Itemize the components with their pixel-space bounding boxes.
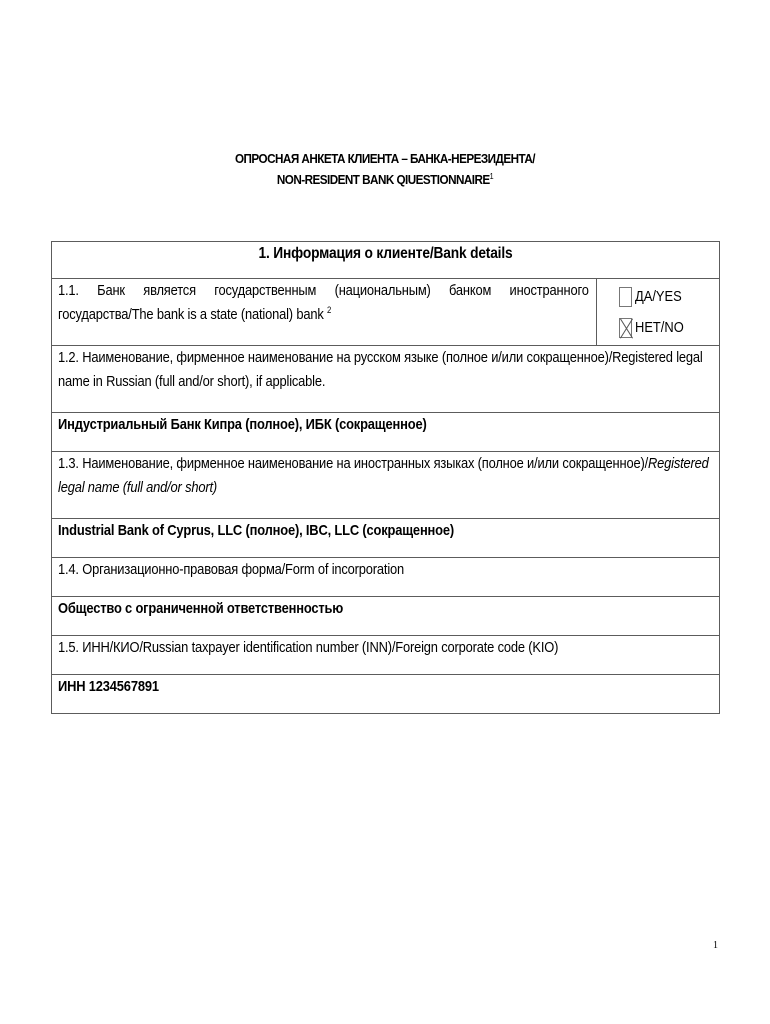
question-1-1-text: 1.1. Банк является государственным (национальным) банком иностранного государства/The bank is a state (national) bank xyxy=(58,282,589,323)
answer-1-2-row xyxy=(52,413,720,452)
question-1-1-cell xyxy=(52,279,597,346)
question-1-1-options-cell xyxy=(597,279,720,346)
question-1-4-text: 1.4. Организационно-правовая форма/Form of incorporation xyxy=(58,561,405,578)
question-1-4-cell xyxy=(52,558,720,597)
question-1-2-cell xyxy=(52,346,720,413)
checkbox-yes[interactable] xyxy=(619,287,632,307)
checkbox-no-checked-icon[interactable] xyxy=(619,318,632,338)
bank-details-table xyxy=(51,241,720,714)
title-line-1: ОПРОСНАЯ АНКЕТА КЛИЕНТА – БАНКА-НЕРЕЗИДЕНТА/ xyxy=(234,151,535,166)
section-header-cell xyxy=(52,242,720,279)
question-1-1-row xyxy=(52,279,720,346)
answer-1-2-value: Индустриальный Банк Кипра (полное), ИБК (сокращенное) xyxy=(58,416,427,433)
question-1-5-cell xyxy=(52,636,720,675)
answer-1-5-value: ИНН 1234567891 xyxy=(58,678,159,695)
answer-1-5-cell xyxy=(52,675,720,714)
page-title xyxy=(39,148,732,190)
option-no-label: НЕТ/NO xyxy=(635,318,684,336)
option-no[interactable] xyxy=(619,312,719,343)
answer-1-4-value: Общество с ограниченной ответственностью xyxy=(58,600,344,617)
section-title: 1. Информация о клиенте/Bank details xyxy=(258,245,513,262)
question-1-3-text-en: Registered legal name (full and/or short) xyxy=(58,455,709,496)
answer-1-3-row xyxy=(52,519,720,558)
question-1-3-row xyxy=(52,452,720,519)
section-header-row xyxy=(52,242,720,279)
question-1-5-text: 1.5. ИНН/КИО/Russian taxpayer identification number (INN)/Foreign corporate code (KIO) xyxy=(58,639,559,656)
question-1-1-text-block xyxy=(58,279,589,327)
answer-1-3-cell xyxy=(52,519,720,558)
question-1-5-row xyxy=(52,636,720,675)
answer-1-4-cell xyxy=(52,597,720,636)
question-1-2-row xyxy=(52,346,720,413)
answer-1-2-cell xyxy=(52,413,720,452)
question-1-1-text-wrap xyxy=(58,279,589,327)
question-1-1-footnote-marker: 2 xyxy=(327,305,332,315)
page-number: 1 xyxy=(713,940,718,951)
question-1-3-text-wrap xyxy=(58,452,711,500)
answer-1-3-value: Industrial Bank of Cyprus, LLC (полное), IBC, LLC (сокращенное) xyxy=(58,522,455,539)
question-1-3-text-ru: 1.3. Наименование, фирменное наименование на иностранных языках (полное и/или сокращенное)/ xyxy=(58,455,648,472)
question-1-4-row xyxy=(52,558,720,597)
title-footnote-marker: 1 xyxy=(489,172,494,181)
title-line-2-text: NON-RESIDENT BANK QIUESTIONNAIRE xyxy=(276,172,490,187)
question-1-3-cell xyxy=(52,452,720,519)
answer-1-4-row xyxy=(52,597,720,636)
title-line-2 xyxy=(39,169,732,190)
answer-1-5-row xyxy=(52,675,720,714)
question-1-2-text: 1.2. Наименование, фирменное наименование на русском языке (полное и/или сокращенное)/Registered legal name in Russian (full and/or short), if applicable. xyxy=(58,349,703,390)
option-yes[interactable] xyxy=(619,281,719,312)
option-yes-label: ДА/YES xyxy=(635,287,682,305)
